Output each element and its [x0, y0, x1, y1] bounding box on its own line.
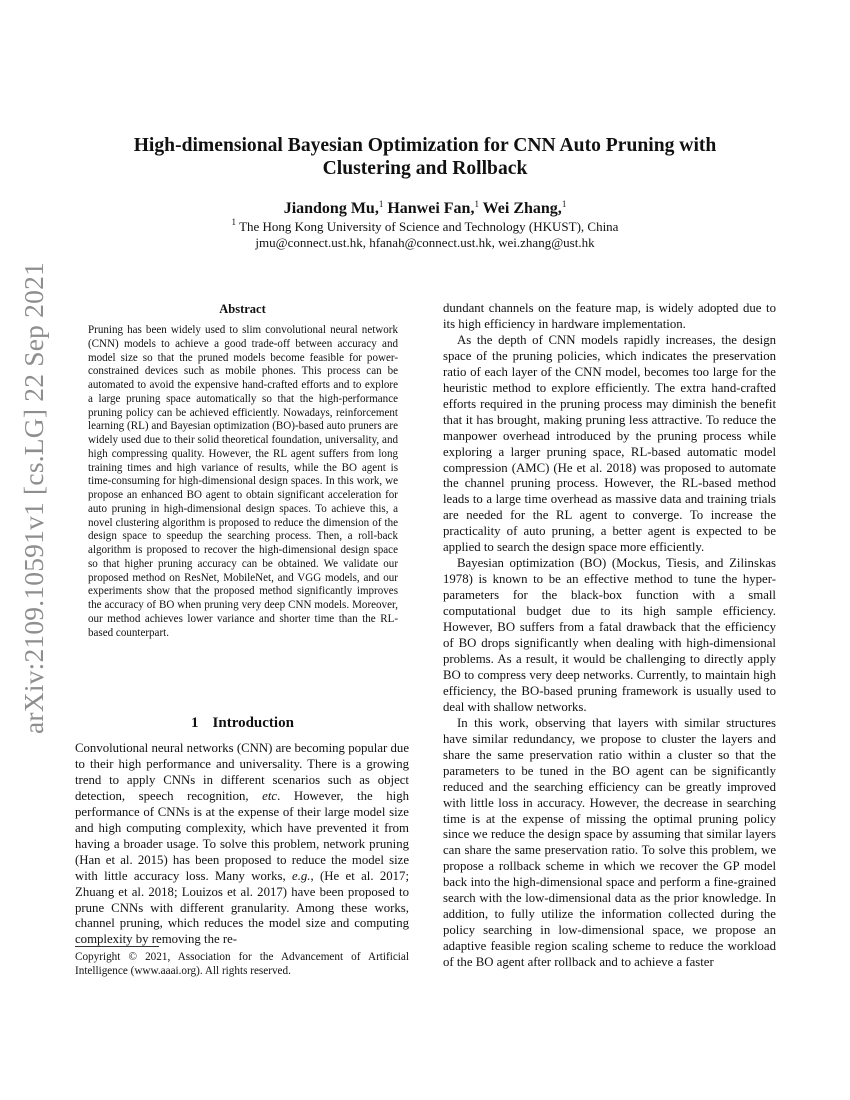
intro-paragraph-2: As the depth of CNN models rapidly increases, the design space of the pruning policies, which indicates the preservation ratio of each layer of the CNN model, becomes too large for the heuristic method to explore efficiently. The extra hand-crafted efforts required in the pruning process may diminish the benefit that it has brought, making pruning less attractive. To reduce the manpower overhead introduced by the pruning process while exploring a larger pruning space, RL-based automatic model compression (AMC) (He et al. 2018) was proposed to automate the channel pruning process. However, the RL-based method leads to a large time overhead as massive data and training trials are needed for the RL agent to converge. To increase the practicality of auto pruning, a better agent is expected to be applied to search the design space more efficiently.: [443, 332, 776, 555]
left-column-body: [75, 741, 409, 948]
intro-paragraph-4: In this work, observing that layers with similar structures have similar redundancy, we propose to cluster the layers and share the same preservation ratio within a cluster so that the parameters to be tuned in the BO agent can be significantly reduced and the searching efficiency can be greatly improved with little loss in accuracy. However, the decrease in searching time is at the expense of missing the optimal pruning policy since we reduce the design space by assuming that similar layers can share the same preservation ratio. To solve this problem, we propose a rollback scheme in which we recover the GP model back into the high-dimensional space and perform a fine-grained search with the low-dimensional data as the prior knowledge. In addition, to fully utilize the information collected during the policy searching in low-dimensional space, we propose an adaptive feasible region scaling scheme to reduce the workload of the BO agent after rollback and to achieve a faster: [443, 715, 776, 970]
author-name: Jiandong Mu,: [283, 200, 379, 217]
section-heading-introduction: [75, 714, 410, 732]
abstract-heading: Abstract: [219, 302, 266, 316]
intro-paragraph-continued: dundant channels on the feature map, is widely adopted due to its high efficiency in hardware implementation.: [443, 301, 776, 331]
author-name: Hanwei Fan,: [387, 200, 475, 217]
arxiv-identifier-text: arXiv:2109.10591v1 [cs.LG] 22 Sep 2021: [18, 261, 49, 734]
author-emails: jmu@connect.ust.hk, hfanah@connect.ust.hk, wei.zhang@ust.hk: [255, 235, 595, 250]
paper-title-line-1: High-dimensional Bayesian Optimization for CNN Auto Pruning with: [133, 135, 717, 156]
text-run: , (He et al. 2017; Zhuang et al. 2018; Louizos et al. 2017) have been proposed to prune CNNs with different granularity. Among these works, channel pruning, which reduces the model size and computing complexity by removing the re-: [75, 868, 409, 947]
intro-paragraph-3: Bayesian optimization (BO) (Mockus, Tiesis, and Zilinskas 1978) is known to be an effective method to tune the hyper-parameters for the black-box function with a small computational budget due to its high sample efficiency. However, BO suffers from a fatal drawback that the efficiency of BO drops significantly when dealing with high-dimensional problems. As a result, it would be challenging to directly apply BO to compress very deep networks. Currently, to maintain high efficiency, the BO-based pruning framework is usually used to deal with shallow networks.: [443, 556, 776, 714]
author-name: Wei Zhang,: [482, 200, 562, 217]
emphasis-etc: etc: [262, 788, 278, 803]
right-column-body: [443, 301, 776, 971]
author-list: [90, 199, 760, 219]
text-run: Convolutional neural networks (CNN) are becoming popular due to their high performance and universality. There is a growing trend to apply CNNs in different scenarios such as object detection, speech recognition,: [75, 741, 409, 803]
affiliation-institution: [90, 219, 760, 235]
affiliation-mark: 1: [231, 217, 237, 227]
copyright-footnote: Copyright © 2021, Association for the Advancement of Artificial Intelligence (www.aaai.org). All rights reserved.: [75, 951, 409, 977]
intro-paragraph-1: [75, 741, 409, 948]
footnote-divider: [75, 946, 159, 947]
abstract-text: Pruning has been widely used to slim convolutional neural network (CNN) models to achieve a good trade-off between accuracy and model size so that the pruned models become feasible for power-constrained devices such as mobile phones. This process can be automated to avoid the expensive hand-crafted efforts and to explore a large pruning space automatically so that the high-performance pruning policy can be achieved efficiently. Nowadays, reinforcement learning (RL) and Bayesian optimization (BO)-based auto pruners are widely used due to their solid theoretical foundation, universality, and high compressing quality. However, the RL agent suffers from long training times and high variance of results, while the BO agent is time-consuming for high-dimensional design spaces. In this work, we propose an enhanced BO agent to obtain significant acceleration for auto pruning in high-dimensional design spaces. To achieve this, a novel clustering algorithm is proposed to reduce the dimension of the design space to speedup the searching process. Then, a roll-back algorithm is proposed to recover the high-dimensional design space so that higher pruning accuracy can be obtained. We validate our proposed method on ResNet, MobileNet, and VGG models, and our experiments show that the proposed method significantly improves the accuracy of BO when pruning very deep CNN models. Moreover, our method achieves lower variance and shorter time than the RL-based counterpart.: [88, 324, 398, 639]
paper-title: [90, 134, 760, 180]
text-run: . However, the high performance of CNNs is at the expense of their large model size and high computing complexity, which have prevented it from having a broader usage. To solve this problem, network pruning (Han et al. 2015) has been proposed to reduce the model size with little accuracy loss. Many works,: [75, 788, 409, 883]
author-affiliation-mark: 1: [561, 199, 567, 209]
affiliation-block: [90, 219, 760, 251]
author-affiliation-mark: 1: [474, 199, 479, 209]
emphasis-eg: e.g.: [292, 868, 311, 883]
arxiv-identifier-stamp: [14, 261, 54, 734]
author-affiliation-mark: 1: [378, 199, 384, 209]
paper-title-line-2: Clustering and Rollback: [322, 158, 528, 179]
institution-name: The Hong Kong University of Science and Technology (HKUST), China: [239, 219, 619, 234]
section-title: Introduction: [212, 715, 294, 731]
section-number: 1: [191, 715, 199, 731]
